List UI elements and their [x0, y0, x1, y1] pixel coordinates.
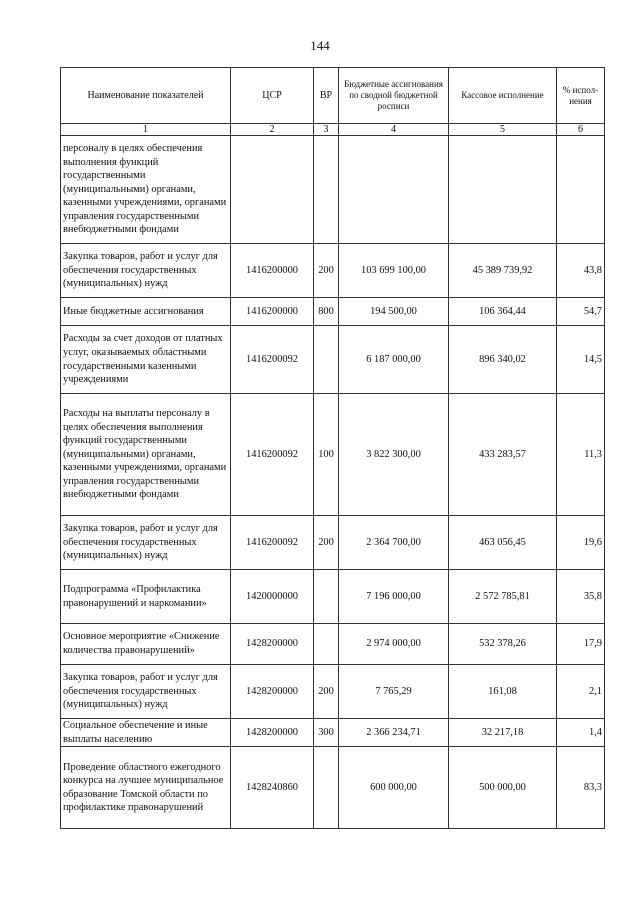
row-vr: 100 [314, 394, 339, 516]
row-cash: 32 217,18 [449, 719, 557, 747]
row-cash: 2 572 785,81 [449, 570, 557, 624]
row-cash: 106 364,44 [449, 298, 557, 326]
row-name: Основное мероприятие «Снижение количества правонарушений» [61, 624, 231, 665]
row-name: Закупка товаров, работ и услуг для обеспечения государственных (муниципальных) нужд [61, 244, 231, 298]
row-csr: 1416200000 [231, 298, 314, 326]
row-csr: 1416200092 [231, 394, 314, 516]
row-cash: 161,08 [449, 665, 557, 719]
column-number: 3 [314, 124, 339, 136]
row-vr: 800 [314, 298, 339, 326]
table-row [61, 298, 605, 326]
row-vr: 200 [314, 244, 339, 298]
row-cash: 433 283,57 [449, 394, 557, 516]
row-vr [314, 747, 339, 829]
table-row [61, 624, 605, 665]
row-pct: 54,7 [557, 298, 605, 326]
table-row [61, 516, 605, 570]
row-budget: 7 196 000,00 [339, 570, 449, 624]
row-cash: 500 000,00 [449, 747, 557, 829]
row-pct: 2,1 [557, 665, 605, 719]
table-row [61, 136, 605, 244]
row-cash: 45 389 739,92 [449, 244, 557, 298]
row-budget: 6 187 000,00 [339, 326, 449, 394]
row-vr: 200 [314, 665, 339, 719]
row-csr: 1416200092 [231, 516, 314, 570]
row-budget: 7 765,29 [339, 665, 449, 719]
row-csr: 1428200000 [231, 624, 314, 665]
row-name: персоналу в целях обеспечения выполнения функций государственными (муниципальными) органами, казенными учреждениями, органами управления государственными внебюджетными фондами [61, 136, 231, 244]
table-row [61, 665, 605, 719]
row-pct: 1,4 [557, 719, 605, 747]
table-row [61, 747, 605, 829]
table-row [61, 719, 605, 747]
row-cash [449, 136, 557, 244]
row-budget: 3 822 300,00 [339, 394, 449, 516]
row-csr: 1416200000 [231, 244, 314, 298]
column-number: 2 [231, 124, 314, 136]
budget-execution-table [60, 67, 605, 829]
header-budget: Бюджетные ассигнования по сводной бюджетной росписи [339, 68, 449, 124]
row-pct: 35,8 [557, 570, 605, 624]
row-csr [231, 136, 314, 244]
row-budget: 600 000,00 [339, 747, 449, 829]
row-name: Закупка товаров, работ и услуг для обеспечения государственных (муниципальных) нужд [61, 665, 231, 719]
column-number: 6 [557, 124, 605, 136]
row-name: Иные бюджетные ассигнования [61, 298, 231, 326]
row-vr [314, 570, 339, 624]
row-budget: 2 366 234,71 [339, 719, 449, 747]
row-budget [339, 136, 449, 244]
row-csr: 1420000000 [231, 570, 314, 624]
row-cash: 463 056,45 [449, 516, 557, 570]
row-pct: 83,3 [557, 747, 605, 829]
column-number-row [61, 124, 605, 136]
row-pct: 43,8 [557, 244, 605, 298]
row-vr: 300 [314, 719, 339, 747]
header-name: Наименование показателей [61, 68, 231, 124]
header-csr: ЦСР [231, 68, 314, 124]
row-name: Подпрограмма «Профилактика правонарушений и наркомании» [61, 570, 231, 624]
row-vr [314, 136, 339, 244]
column-number: 4 [339, 124, 449, 136]
row-budget: 194 500,00 [339, 298, 449, 326]
row-budget: 2 364 700,00 [339, 516, 449, 570]
row-pct [557, 136, 605, 244]
header-pct: % испол-нения [557, 68, 605, 124]
row-pct: 17,9 [557, 624, 605, 665]
row-name: Закупка товаров, работ и услуг для обеспечения государственных (муниципальных) нужд [61, 516, 231, 570]
row-csr: 1428200000 [231, 665, 314, 719]
table-row [61, 244, 605, 298]
row-pct: 11,3 [557, 394, 605, 516]
header-row [61, 68, 605, 124]
row-cash: 896 340,02 [449, 326, 557, 394]
page-number: 144 [310, 38, 330, 53]
row-csr: 1428240860 [231, 747, 314, 829]
row-vr [314, 326, 339, 394]
row-pct: 19,6 [557, 516, 605, 570]
table-row [61, 570, 605, 624]
row-csr: 1416200092 [231, 326, 314, 394]
row-name: Социальное обеспечение и иные выплаты населению [61, 719, 231, 747]
row-csr: 1428200000 [231, 719, 314, 747]
row-cash: 532 378,26 [449, 624, 557, 665]
row-pct: 14,5 [557, 326, 605, 394]
header-vr: ВР [314, 68, 339, 124]
row-vr: 200 [314, 516, 339, 570]
row-budget: 2 974 000,00 [339, 624, 449, 665]
row-name: Проведение областного ежегодного конкурса на лучшее муниципальное образование Томской области по профилактике правонарушений [61, 747, 231, 829]
table-row [61, 394, 605, 516]
row-budget: 103 699 100,00 [339, 244, 449, 298]
table-row [61, 326, 605, 394]
row-vr [314, 624, 339, 665]
column-number: 1 [61, 124, 231, 136]
header-cash: Кассовое исполнение [449, 68, 557, 124]
row-name: Расходы за счет доходов от платных услуг, оказываемых областными государственными казенными учреждениями [61, 326, 231, 394]
row-name: Расходы на выплаты персоналу в целях обеспечения выполнения функций государственными (муниципальными) органами, казенными учреждениями, органами управления государственными внебюджетными фондами [61, 394, 231, 516]
column-number: 5 [449, 124, 557, 136]
